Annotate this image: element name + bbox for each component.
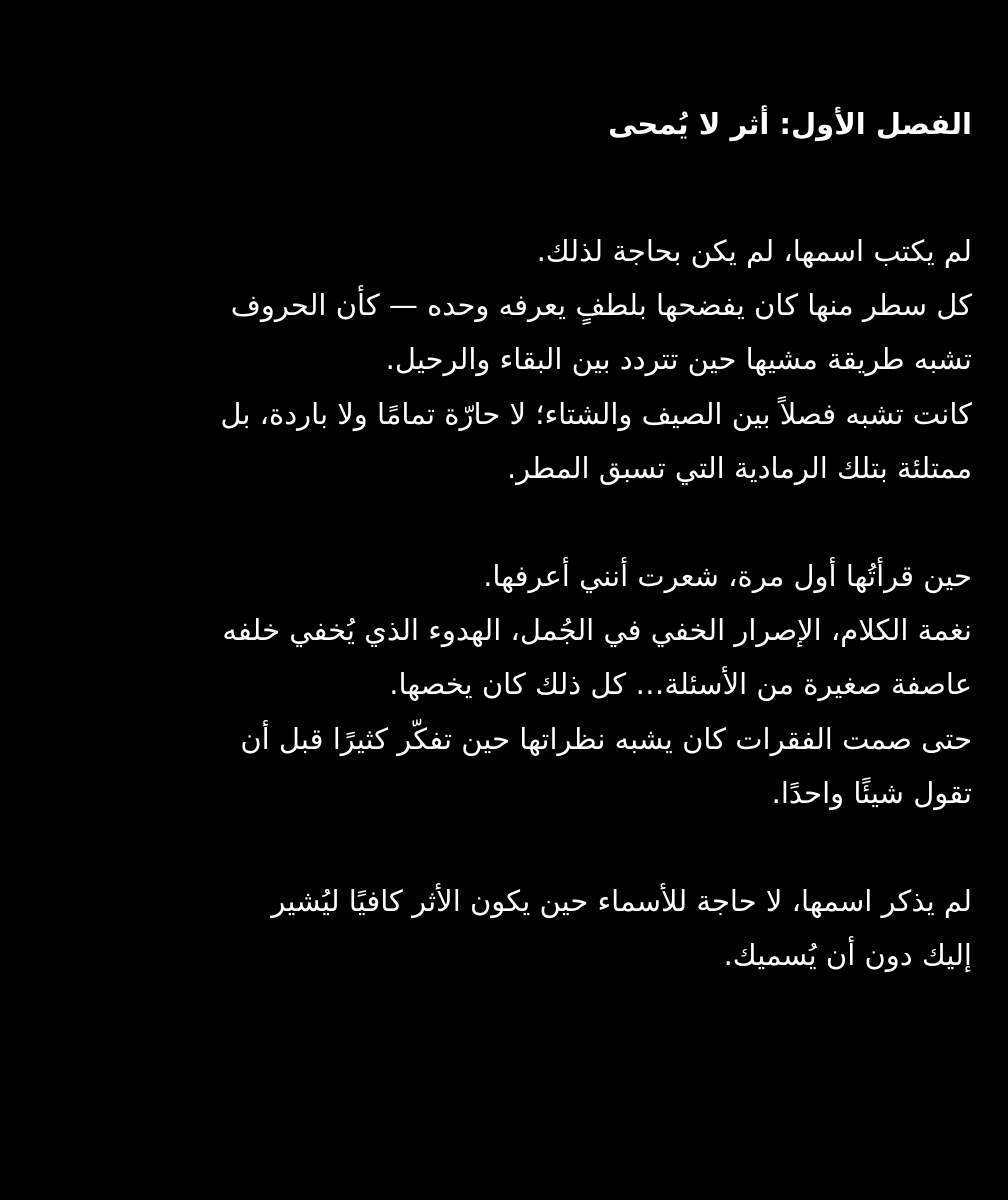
chapter-title: الفصل الأول: أثر لا يُمحى	[608, 107, 972, 141]
text-line: عاصفة صغيرة من الأسئلة… كل ذلك كان يخصها.	[389, 667, 972, 702]
text-line: حتى صمت الفقرات كان يشبه نظراتها حين تفكّر كثيرًا قبل أن	[240, 721, 972, 756]
text-line: كانت تشبه فصلاً بين الصيف والشتاء؛ لا حارّة تمامًا ولا باردة، بل	[220, 396, 972, 431]
text-line: ممتلئة بتلك الرمادية التي تسبق المطر.	[506, 450, 972, 485]
spacer	[32, 148, 972, 224]
paragraph-3	[32, 874, 972, 982]
spacer	[32, 495, 972, 549]
paragraph-1	[32, 224, 972, 495]
text-line: حين قرأتُها أول مرة، شعرت أنني أعرفها.	[483, 559, 972, 594]
text-line: تشبه طريقة مشيها حين تتردد بين البقاء والرحيل.	[385, 342, 972, 377]
document-body	[32, 100, 972, 982]
text-line: إليك دون أن يُسميك.	[723, 938, 972, 973]
spacer	[32, 820, 972, 874]
text-line: كل سطر منها كان يفضحها بلطفٍ يعرفه وحده — كأن الحروف	[230, 288, 972, 323]
text-line: تقول شيئًا واحدًا.	[771, 775, 972, 810]
text-line: لم يكتب اسمها، لم يكن بحاجة لذلك.	[536, 234, 972, 268]
text-line: لم يذكر اسمها، لا حاجة للأسماء حين يكون الأثر كافيًا ليُشير	[271, 884, 972, 919]
text-line: نغمة الكلام، الإصرار الخفي في الجُمل، الهدوء الذي يُخفي خلفه	[222, 613, 972, 648]
paragraph-2	[32, 549, 972, 820]
